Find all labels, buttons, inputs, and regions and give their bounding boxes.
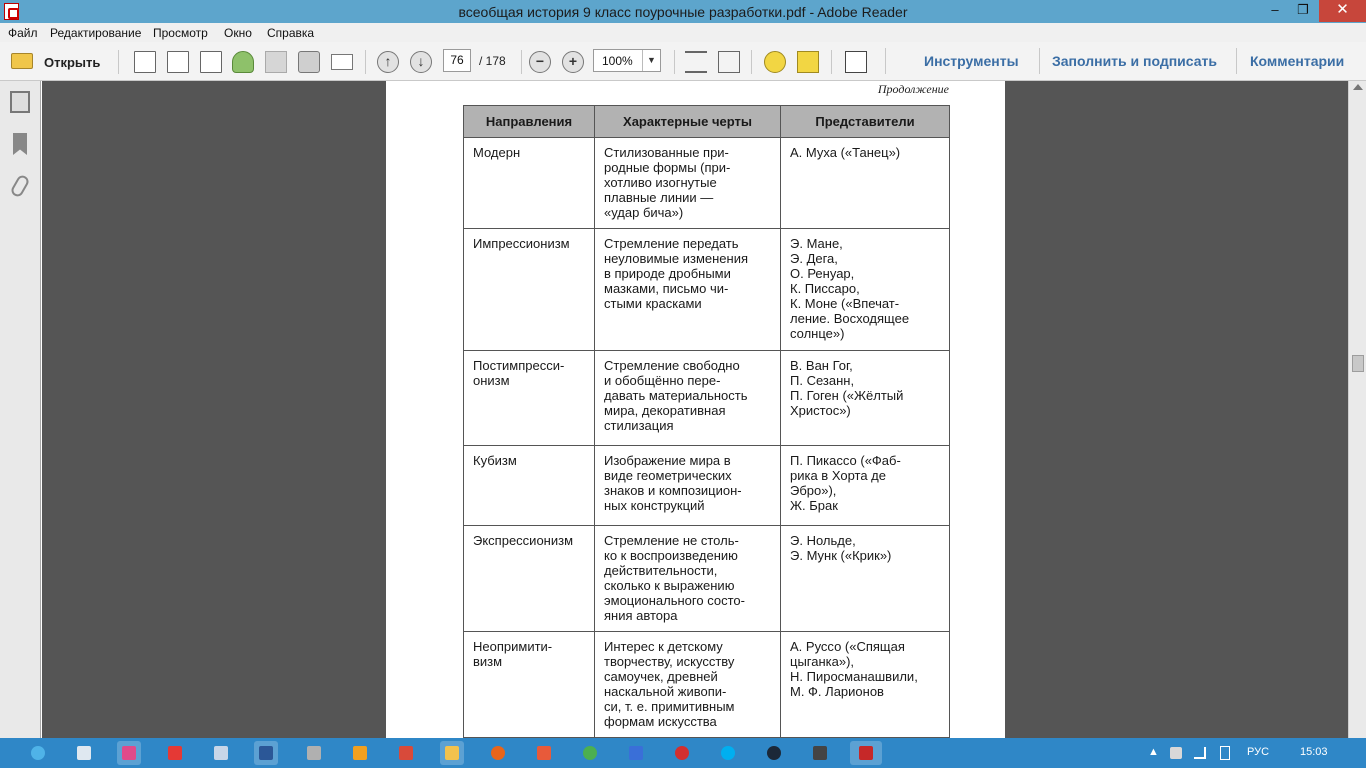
window-title: всеобщая история 9 класс поурочные разработки.pdf - Adobe Reader bbox=[458, 4, 908, 20]
previous-page-icon[interactable]: ↑ bbox=[377, 51, 399, 73]
start-icon bbox=[31, 746, 45, 760]
direction-cell: Модерн bbox=[464, 138, 595, 229]
combine-files-icon[interactable] bbox=[167, 51, 189, 73]
edit-pdf-icon[interactable] bbox=[200, 51, 222, 73]
features-cell: Стремление не столь- ко к воспроизведению действительности, сколько к выражению эмоционального состо- яния автора bbox=[595, 526, 781, 632]
minimize-button[interactable]: – bbox=[1271, 2, 1279, 17]
scrollbar-thumb[interactable] bbox=[1352, 355, 1364, 372]
taskbar-app[interactable] bbox=[716, 741, 740, 765]
photo-viewer-icon bbox=[399, 746, 413, 760]
steam-icon bbox=[767, 746, 781, 760]
tools-link[interactable]: Инструменты bbox=[924, 53, 1019, 69]
paint-icon bbox=[122, 746, 136, 760]
skype-icon bbox=[721, 746, 735, 760]
maximize-button[interactable]: ❐ bbox=[1297, 2, 1309, 17]
firefox-icon bbox=[491, 746, 505, 760]
fullscreen-icon[interactable] bbox=[845, 51, 867, 73]
features-cell: Стремление передать неуловимые изменения в природе дробными мазками, письмо чи- стыми красками bbox=[595, 229, 781, 351]
zoom-select[interactable] bbox=[593, 49, 661, 72]
close-button[interactable]: ✕ bbox=[1319, 0, 1366, 22]
clock[interactable]: 15:03 bbox=[1300, 746, 1328, 758]
navigation-pane bbox=[0, 81, 41, 738]
page-number-input[interactable]: 76 bbox=[443, 49, 471, 72]
action-center-icon[interactable] bbox=[1220, 746, 1230, 760]
zoom-value: 100% bbox=[602, 54, 633, 68]
taskbar-app[interactable] bbox=[670, 741, 694, 765]
fill-sign-link[interactable]: Заполнить и подписать bbox=[1052, 53, 1217, 69]
taskbar bbox=[0, 738, 1366, 768]
highlight-icon[interactable] bbox=[797, 51, 819, 73]
save-icon[interactable] bbox=[265, 51, 287, 73]
menu-help[interactable]: Справка bbox=[267, 26, 315, 40]
taskbar-app[interactable] bbox=[254, 741, 278, 765]
features-cell: Интерес к детскому творчеству, искусству самоучек, древней наскальной живопи- си, т. е. примитивным формам искусства bbox=[595, 632, 781, 738]
language-indicator[interactable]: РУС bbox=[1247, 746, 1270, 758]
page-thumbnails-icon[interactable] bbox=[10, 91, 30, 113]
print-icon[interactable] bbox=[298, 51, 320, 73]
direction-cell: Кубизм bbox=[464, 446, 595, 526]
table-row bbox=[464, 526, 950, 632]
direction-cell: Неопримити- визм bbox=[464, 632, 595, 738]
network-icon[interactable] bbox=[1194, 747, 1206, 759]
toolbar-separator bbox=[885, 48, 886, 74]
features-cell: Стремление свободно и обобщённо пере- давать материальность мира, декоративная стилизация bbox=[595, 351, 781, 446]
toolbar-separator bbox=[521, 50, 522, 74]
chevron-down-icon[interactable]: ▼ bbox=[642, 50, 660, 71]
taskbar-app[interactable] bbox=[26, 741, 50, 765]
volume-muted-icon[interactable] bbox=[1170, 747, 1182, 759]
email-icon[interactable] bbox=[331, 54, 353, 70]
taskbar-app[interactable] bbox=[72, 741, 96, 765]
column-header: Характерные черты bbox=[595, 106, 781, 138]
menu-view[interactable]: Просмотр bbox=[153, 26, 208, 40]
video-editor-icon bbox=[813, 746, 827, 760]
open-label: Открыть bbox=[44, 55, 101, 70]
taskbar-app[interactable] bbox=[302, 741, 326, 765]
taskbar-app[interactable] bbox=[486, 741, 510, 765]
table-row bbox=[464, 632, 950, 738]
toolbar-separator bbox=[674, 50, 675, 74]
menu-file[interactable]: Файл bbox=[8, 26, 38, 40]
fit-page-icon[interactable] bbox=[685, 51, 707, 73]
representatives-cell: А. Муха («Танец») bbox=[781, 138, 950, 229]
column-header: Направления bbox=[464, 106, 595, 138]
features-cell: Стилизованные при- родные формы (при- хотливо изогнутые плавные линии — «удар бича») bbox=[595, 138, 781, 229]
zoom-in-icon[interactable]: + bbox=[562, 51, 584, 73]
camera-app-icon bbox=[537, 746, 551, 760]
toolbar-separator bbox=[1236, 48, 1237, 74]
zoom-out-icon[interactable]: − bbox=[529, 51, 551, 73]
pdf-page bbox=[386, 81, 1005, 738]
docs-icon bbox=[629, 746, 643, 760]
comment-icon[interactable] bbox=[764, 51, 786, 73]
taskbar-app[interactable] bbox=[394, 741, 418, 765]
taskbar-app[interactable] bbox=[850, 741, 882, 765]
table-row bbox=[464, 446, 950, 526]
menu-bar bbox=[0, 23, 1366, 42]
table-row bbox=[464, 351, 950, 446]
taskbar-app[interactable] bbox=[440, 741, 464, 765]
menu-edit[interactable]: Редактирование bbox=[50, 26, 142, 40]
word-icon bbox=[259, 746, 273, 760]
taskbar-app[interactable] bbox=[209, 741, 233, 765]
yandex-browser-icon bbox=[168, 746, 182, 760]
taskbar-app[interactable] bbox=[762, 741, 786, 765]
menu-window[interactable]: Окно bbox=[224, 26, 252, 40]
folder-icon bbox=[11, 53, 33, 69]
toolbar-separator bbox=[831, 50, 832, 74]
create-pdf-icon[interactable] bbox=[134, 51, 156, 73]
continuation-label: Продолжение bbox=[877, 82, 949, 96]
column-header: Представители bbox=[781, 106, 950, 138]
attachment-icon[interactable] bbox=[9, 173, 30, 198]
title-bar bbox=[0, 0, 1366, 23]
table-row bbox=[464, 138, 950, 229]
taskbar-app[interactable] bbox=[808, 741, 832, 765]
toolbar-separator bbox=[751, 50, 752, 74]
file-explorer-icon bbox=[445, 746, 459, 760]
upload-cloud-icon[interactable] bbox=[232, 51, 254, 73]
representatives-cell: Э. Мане, Э. Дега, О. Ренуар, К. Писсаро, К. Моне («Впечат- ление. Восходящее солнце») bbox=[781, 229, 950, 351]
art-movements-table bbox=[463, 105, 950, 738]
features-cell: Изображение мира в виде геометрических знаков и композицион- ных конструкций bbox=[595, 446, 781, 526]
toolbar-separator bbox=[1039, 48, 1040, 74]
next-page-icon[interactable]: ↓ bbox=[410, 51, 432, 73]
calculator-icon bbox=[77, 746, 91, 760]
scroll-up-icon[interactable] bbox=[1353, 84, 1363, 90]
chrome-icon bbox=[583, 746, 597, 760]
direction-cell: Постимпресси- онизм bbox=[464, 351, 595, 446]
toolbar-separator bbox=[365, 50, 366, 74]
taskbar-app[interactable] bbox=[348, 741, 372, 765]
adobe-reader-icon bbox=[859, 746, 873, 760]
direction-cell: Импрессионизм bbox=[464, 229, 595, 351]
table-row bbox=[464, 229, 950, 351]
taskbar-app[interactable] bbox=[117, 741, 141, 765]
vertical-scrollbar[interactable] bbox=[1348, 81, 1366, 738]
table-header-row bbox=[464, 106, 950, 138]
opera-icon bbox=[675, 746, 689, 760]
representatives-cell: А. Руссо («Спящая цыганка»), Н. Пиросманашвили, М. Ф. Ларионов bbox=[781, 632, 950, 738]
fit-width-icon[interactable] bbox=[718, 51, 740, 73]
comments-link[interactable]: Комментарии bbox=[1250, 53, 1345, 69]
mail-icon bbox=[214, 746, 228, 760]
representatives-cell: В. Ван Гог, П. Сезанн, П. Гоген («Жёлтый Христос») bbox=[781, 351, 950, 446]
page-total: / 178 bbox=[479, 54, 506, 68]
taskbar-app[interactable] bbox=[578, 741, 602, 765]
document-viewport[interactable] bbox=[42, 81, 1348, 738]
direction-cell: Экспрессионизм bbox=[464, 526, 595, 632]
taskbar-app[interactable] bbox=[163, 741, 187, 765]
representatives-cell: Э. Нольде, Э. Мунк («Крик») bbox=[781, 526, 950, 632]
toolbar-separator bbox=[118, 50, 119, 74]
taskbar-app[interactable] bbox=[624, 741, 648, 765]
media-player-icon bbox=[353, 746, 367, 760]
bookmark-icon[interactable] bbox=[13, 133, 27, 155]
show-hidden-icons[interactable]: ▲ bbox=[1148, 746, 1159, 758]
pen-icon bbox=[307, 746, 321, 760]
representatives-cell: П. Пикассо («Фаб- рика в Хорта де Эбро»), Ж. Брак bbox=[781, 446, 950, 526]
taskbar-app[interactable] bbox=[532, 741, 556, 765]
